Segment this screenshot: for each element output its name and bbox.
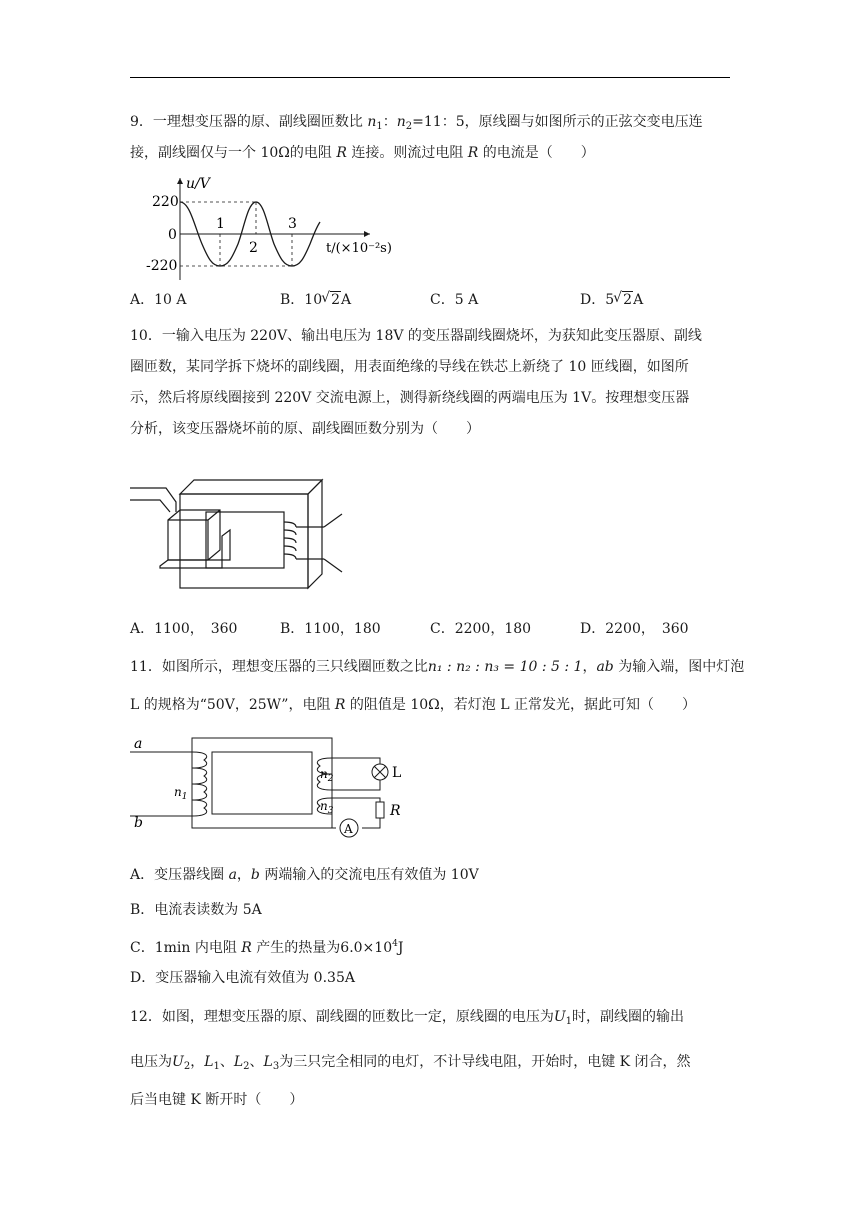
q10-option-b[interactable]: B．1100，180 [280, 621, 381, 637]
y-tick-neg220: -220 [146, 258, 178, 274]
q9-option-d[interactable]: D．5√ 2A [580, 290, 643, 310]
q9-option-b[interactable]: B．10√ 2A [280, 290, 351, 310]
q11-line-2: L 的规格为“50V，25W”，电阻 R 的阻值是 10Ω，若灯泡 L 正常发光，据此可知（ ） [130, 697, 696, 713]
y-tick-0: 0 [168, 227, 177, 243]
x-axis-label: t/(×10⁻²s) [326, 241, 392, 256]
q12-line-2: 电压为$U_2$，$L_1$、$L_2$、$L_3$为三只完全相同的电灯，不计导线电阻，开始时，电键 K 闭合，然 [130, 1054, 691, 1072]
x-tick-1: 1 [216, 216, 225, 232]
q10-line-4: 分析，该变压器烧坏前的原、副线圈匝数分别为（ ） [130, 421, 480, 437]
q9-option-c[interactable]: C．5 A [430, 292, 479, 308]
q11-option-a[interactable]: A．变压器线圈 a，b 两端输入的交流电压有效值为 10V [130, 867, 479, 883]
q10-line-3: 示，然后将原线圈接到 220V 交流电源上，测得新绕线圈的两端电压为 1V。按理想变压器 [130, 390, 690, 406]
terminal-a: a [134, 736, 143, 752]
q11-option-b[interactable]: B．电流表读数为 5A [130, 902, 262, 918]
terminal-b: b [134, 815, 143, 831]
ammeter-icon: A [344, 822, 353, 836]
q11-circuit-figure [130, 732, 420, 837]
x-tick-3: 3 [288, 216, 297, 232]
q10-transformer-figure [130, 470, 360, 595]
label-resistor: R [390, 803, 401, 819]
q11-line-1: 11．如图所示，理想变压器的三只线圈匝数之比n₁ : n₂ : n₃ = 10 : 5 : 1，ab 为输入端，图中灯泡 [130, 659, 745, 675]
q11-turns-ratio: n₁ : n₂ : n₃ = 10 : 5 : 1 [427, 659, 583, 675]
y-tick-220: 220 [152, 194, 179, 210]
q9-line-2: 接，副线圈仅与一个 10Ω的电阻 R 连接。则流过电阻 R 的电流是（ ） [130, 145, 595, 161]
q9-option-a[interactable]: A．10 A [130, 292, 187, 308]
y-axis-label: u/V [186, 176, 210, 192]
q11-option-d[interactable]: D．变压器输入电流有效值为 0.35A [130, 970, 355, 986]
q9-voltage-graph [146, 172, 400, 282]
label-n2: $n_2$ [320, 767, 334, 784]
q10-option-d[interactable]: D．2200， 360 [580, 621, 689, 637]
q12-line-3: 后当电键 K 断开时（ ） [130, 1092, 304, 1108]
q12-line-1: 12．如图，理想变压器的原、副线圈的匝数比一定，原线圈的电压为$U_1$时，副线圈的输出 [130, 1009, 685, 1027]
label-lamp: L [392, 765, 402, 781]
q10-option-a[interactable]: A．1100， 360 [130, 621, 238, 637]
q10-line-2: 圈匝数，某同学拆下烧坏的副线圈，用表面绝缘的导线在铁芯上新绕了 10 匝线圈，如图所 [130, 359, 689, 375]
page-header-rule [130, 77, 730, 78]
q9-line-1: 9．一理想变压器的原、副线圈匝数比 $n_1$：$n_2=11$：5，原线圈与如图所示的正弦交变电压连 [130, 114, 703, 132]
label-n1: $n_1$ [174, 785, 188, 802]
q11-option-c[interactable]: C．1min 内电阻 R 产生的热量为$6.0\times 10^4J$ [130, 939, 404, 956]
x-tick-2: 2 [249, 240, 258, 256]
q10-option-c[interactable]: C．2200，180 [430, 621, 532, 637]
q10-line-1: 10．一输入电压为 220V、输出电压为 18V 的变压器副线圈烧坏，为获知此变压器原、副线 [130, 328, 702, 344]
label-n3: $n_3$ [320, 799, 334, 816]
